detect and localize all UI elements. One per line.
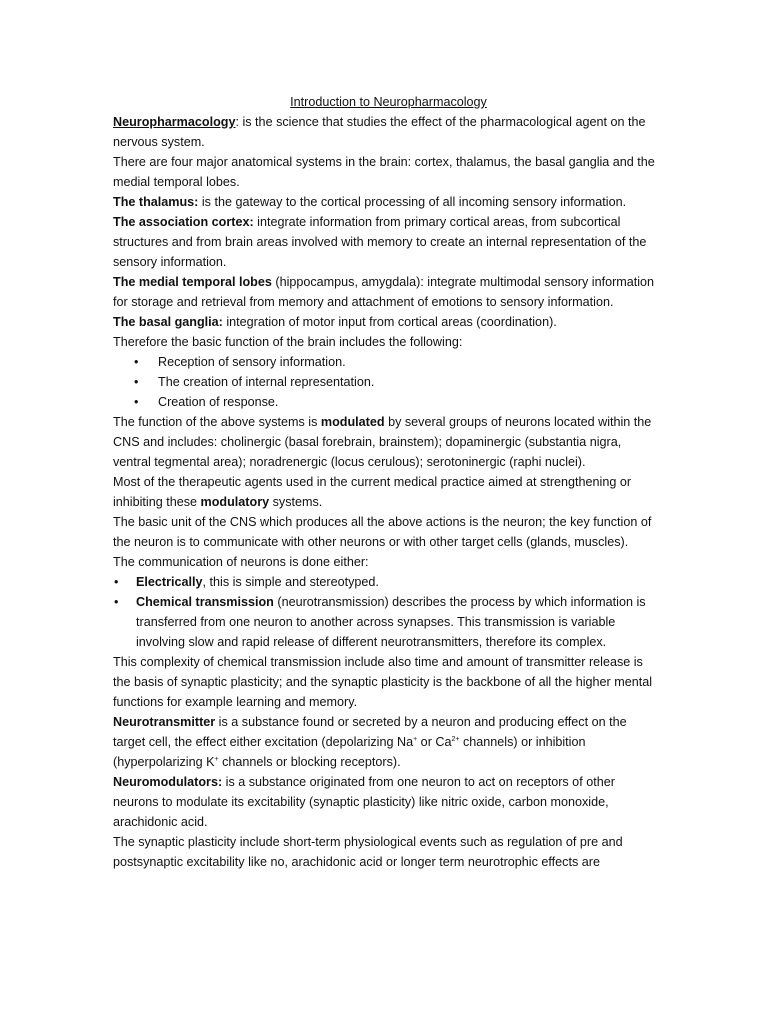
neuromodulators-text: is a substance originated from one neuron to act on receptors of other neurons to modulate its excitability (synaptic plasticity) like nitric oxide, carbon monoxide, arachidonic acid. (113, 775, 615, 829)
therapeutic-text-a: Most of the therapeutic agents used in the current medical practice aimed at strengthening or inhibiting these (113, 475, 632, 509)
list-item (113, 592, 658, 652)
list-item: • Creation of response. (113, 392, 658, 412)
paragraph-thalamus (113, 192, 658, 212)
association-cortex-text: integrate information from primary cortical areas, from subcortical structures and from brain areas involved with memory to create an internal representation of the sensory information. (113, 215, 647, 269)
paragraph-neuromodulators (113, 772, 658, 832)
paragraph-neuron-unit: The basic unit of the CNS which produces all the above actions is the neuron; the key function of the neuron is to communicate with other neurons or with other target cells (glands, muscles). (113, 515, 652, 549)
superscript: + (214, 755, 219, 763)
paragraph-association-cortex (113, 212, 658, 272)
term-neuromodulators: Neuromodulators: (113, 775, 223, 789)
paragraph-complexity: This complexity of chemical transmission include also time and amount of transmitter release is the basis of synaptic plasticity; and the synaptic plasticity is the backbone of all the higher mental functions for example learning and memory. (113, 655, 653, 709)
paragraph-therapeutic-agents (113, 472, 658, 512)
basal-ganglia-text: integration of motor input from cortical areas (coordination). (222, 315, 557, 329)
paragraph-communication: The communication of neurons is done either: (113, 555, 369, 569)
paragraph-basal-ganglia (113, 312, 658, 332)
paragraph-medial-temporal-lobes (113, 272, 658, 312)
functions-list (113, 352, 658, 412)
term-basal-ganglia: The basal ganglia: (113, 315, 223, 329)
document-page (113, 92, 658, 872)
modulation-text-a: The function of the above systems is (113, 415, 321, 429)
list-item: • The creation of internal representation. (113, 372, 658, 392)
term-medial-temporal-lobes: The medial temporal lobes (113, 275, 272, 289)
term-association-cortex: The association cortex: (113, 215, 254, 229)
therapeutic-text-b: systems. (269, 495, 323, 509)
term-thalamus: The thalamus: (113, 195, 199, 209)
term-electrically: Electrically (136, 575, 203, 589)
neurotransmitter-text-d: channels or blocking receptors). (218, 755, 401, 769)
superscript: + (413, 735, 418, 743)
term-modulated: modulated (320, 415, 385, 429)
list-item (113, 572, 658, 592)
thalamus-text: is the gateway to the cortical processing of all incoming sensory information. (198, 195, 627, 209)
paragraph-neurotransmitter (113, 712, 658, 772)
term-neuropharmacology: Neuropharmacology (113, 115, 236, 129)
term-neurotransmitter: Neurotransmitter (113, 715, 216, 729)
chemical-transmission-text: (neurotransmission) describes the process by which information is transferred from one neuron to another across synapses. This transmission is variable involving slow and rapid release of different neurotransmitters, therefore its complex. (136, 595, 646, 649)
communication-list (113, 572, 658, 652)
paragraph-definition (113, 112, 658, 152)
paragraph-modulation (113, 412, 658, 472)
neurotransmitter-text-b: or Ca (417, 735, 452, 749)
modulation-text-b: by several groups of neurons located within the CNS and includes: cholinergic (basal forebrain, brainstem); dopaminergic (substantia nigra, ventral tegmental area); noradrenergic (locus cerulous); serotoninergic (raphi nuclei). (113, 415, 652, 469)
medial-temporal-lobes-text: (hippocampus, amygdala): integrate multimodal sensory information for storage and retrieval from memory and attachment of emotions to sensory information. (113, 275, 655, 309)
paragraph-synaptic-plasticity: The synaptic plasticity include short-term physiological events such as regulation of pre and postsynaptic excitability like no, arachidonic acid or longer term neurotrophic effects are (113, 835, 623, 869)
electrically-text: , this is simple and stereotyped. (202, 575, 379, 589)
paragraph-anatomical-systems: There are four major anatomical systems in the brain: cortex, thalamus, the basal ganglia and the medial temporal lobes. (113, 155, 655, 189)
neurotransmitter-text-c: channels) or inhibition (hyperpolarizing K (113, 735, 586, 769)
superscript: 2+ (451, 735, 460, 743)
paragraph-basic-function: Therefore the basic function of the brain includes the following: (113, 335, 463, 349)
document-title: Introduction to Neuropharmacology (290, 95, 487, 109)
list-item: • Reception of sensory information. (113, 352, 658, 372)
term-modulatory: modulatory (200, 495, 270, 509)
neurotransmitter-text-a: is a substance found or secreted by a neuron and producing effect on the target cell, the effect either excitation (depolarizing Na (113, 715, 627, 749)
term-chemical-transmission: Chemical transmission (136, 595, 274, 609)
definition-text: : is the science that studies the effect of the pharmacological agent on the nervous system. (113, 115, 646, 149)
